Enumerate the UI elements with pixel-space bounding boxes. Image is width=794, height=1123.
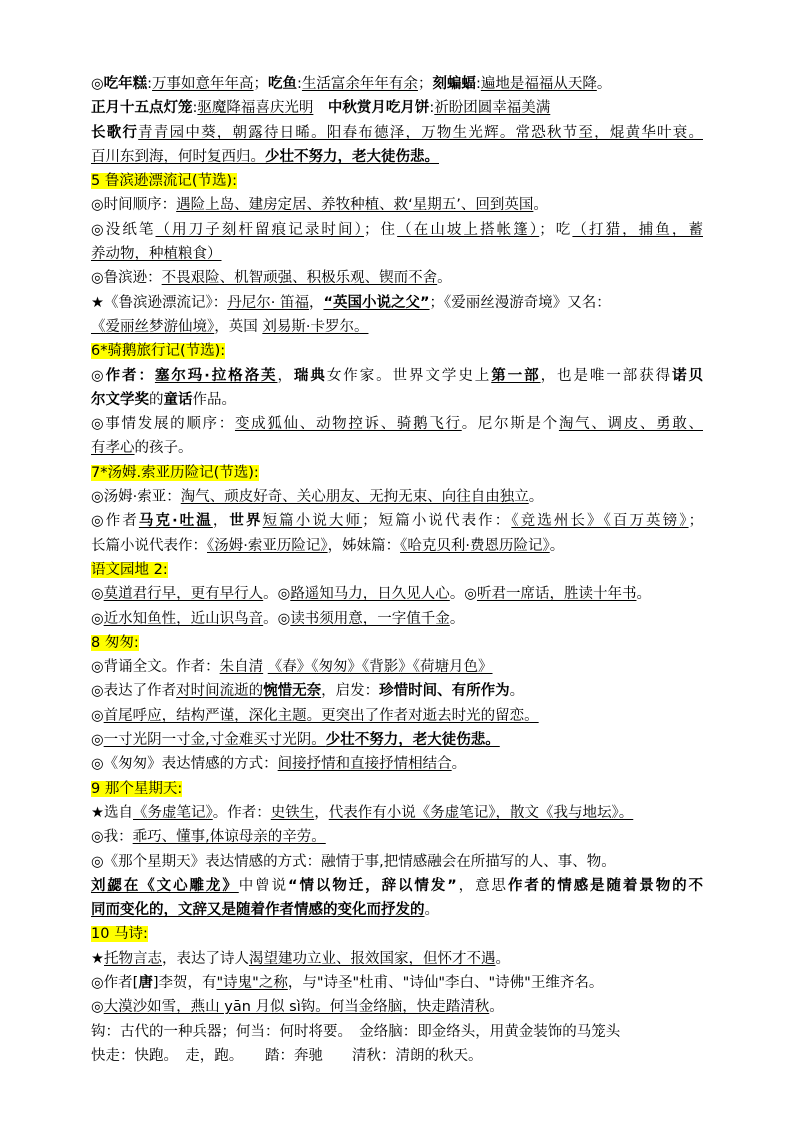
line-goose-author-2: 尔文学奖的童话作品。 bbox=[91, 391, 236, 408]
line-congcong-author: ◎背诵全文。作者：朱自清 《春》《匆匆》《背影》《荷塘月色》 bbox=[91, 659, 493, 676]
line-robinson-author-1: ★《鲁滨逊漂流记》：丹尼尔· 笛福，“英国小说之父”；《爱丽丝漫游奇境》又名： bbox=[91, 294, 611, 311]
section-heading-garden-2: 语文园地 2: bbox=[91, 561, 168, 578]
line-changgexing-2: 百川东到海，何时复西归。少壮不努力，老大徒伤悲。 bbox=[91, 148, 439, 165]
line-goose-order-1: ◎事情发展的顺序：变成狐仙、动物控诉、骑鹅飞行。尼尔斯是个淘气、调皮、勇敢、 bbox=[91, 416, 703, 433]
line-tom-author-1: ◎作者马克·吐温，世界短篇小说大师；短篇小说代表作：《竞选州长》《百万英镑》； bbox=[91, 513, 703, 530]
line-changgexing-1: 长歌行青青园中葵，朝露待日晞。阳春布德泽，万物生光辉。常恐秋节至，焜黄华叶衰。 bbox=[91, 124, 703, 141]
line-proverbs-2: ◎近水知鱼性，近山识鸟音。◎读书须用意，一字值千金。 bbox=[91, 610, 465, 627]
line-sunday-character: ◎我：乖巧、懂事,体谅母亲的辛劳。 bbox=[91, 829, 326, 846]
line-food-customs: ◎吃年糕:万事如意年年高；吃鱼:生活富余年年有余；刻蝙蝠:遍地是福福从天降。 bbox=[91, 76, 612, 92]
section-heading-goose: 6*骑鹅旅行记(节选): bbox=[91, 343, 226, 360]
line-sunday-emotion: ◎《那个星期天》表达情感的方式：融情于事,把情感融会在所描写的人、事、物。 bbox=[91, 853, 616, 870]
line-poem-author: ◎作者[唐]李贺，有"诗鬼"之称，与"诗圣"杜甫、"诗仙"李白、"诗佛"王维齐名。 bbox=[91, 974, 604, 991]
document-page bbox=[91, 72, 703, 1068]
section-heading-horse-poem: 10 马诗: bbox=[91, 926, 148, 943]
line-liuxie-2: 同而变化的，文辞又是随着作者情感的变化而抒发的。 bbox=[91, 902, 439, 919]
line-sunday-source: ★选自《务虚笔记》。作者：史铁生，代表作有小说《务虚笔记》，散文《我与地坛》。 bbox=[91, 804, 634, 821]
line-tom-author-2: 长篇小说代表作：《汤姆·索亚历险记》，姊妹篇：《哈克贝利·费恩历险记》。 bbox=[91, 537, 565, 554]
line-congcong-theme: ◎表达了作者对时间流逝的惋惜无奈，启发：珍惜时间、有所作为。 bbox=[91, 683, 525, 700]
line-robinson-living-2: 养动物，种植粮食） bbox=[91, 246, 222, 263]
line-poem-text: ◎大漠沙如雪，燕山 yān 月似 sì钩。何当金络脑，快走踏清秋。 bbox=[91, 999, 504, 1016]
line-goose-author-1: ◎作者：塞尔玛·拉格洛芙，瑞典女作家。世界文学史上第一部，也是唯一部获得诺贝 bbox=[91, 367, 703, 384]
line-poem-theme: ★托物言志，表达了诗人渴望建功立业、报效国家，但怀才不遇。 bbox=[91, 950, 510, 967]
line-poem-notes-2: 快走：快跑。 走，跑。 踏：奔驰 清秋：清朗的秋天。 bbox=[91, 1047, 483, 1064]
line-robinson-character: ◎鲁滨逊：不畏艰险、机智顽强、积极乐观、锲而不舍。 bbox=[91, 270, 452, 287]
line-festival-customs: 正月十五点灯笼:驱魔降福喜庆光明 中秋赏月吃月饼:祈盼团圆幸福美满 bbox=[91, 100, 551, 117]
section-heading-tom-sawyer: 7*汤姆.索亚历险记(节选): bbox=[91, 464, 259, 481]
line-robinson-author-2: 《爱丽丝梦游仙境》，英国 刘易斯·卡罗尔。 bbox=[91, 318, 369, 335]
section-heading-robinson: 5 鲁滨逊漂流记(节选): bbox=[91, 173, 238, 190]
line-proverbs-1: ◎莫道君行早，更有早行人。◎路遥知马力，日久见人心。◎听君一席话，胜读十年书。 bbox=[91, 586, 651, 603]
line-congcong-emotion: ◎《匆匆》表达情感的方式：间接抒情和直接抒情相结合。 bbox=[91, 756, 467, 773]
line-congcong-proverb: ◎一寸光阴一寸金,寸金难买寸光阴。少壮不努力，老大徒伤悲。 bbox=[91, 732, 500, 749]
line-tom-character: ◎汤姆·索亚：淘气、顽皮好奇、关心朋友、无拘无束、向往自由独立。 bbox=[91, 489, 544, 506]
line-robinson-order: ◎时间顺序：遇险上岛、建房定居、养牧种植、救‘星期五’、回到英国。 bbox=[91, 197, 548, 214]
line-robinson-living-1: ◎没纸笔（用刀子刻杆留痕记录时间）；住（在山坡上搭帐篷）；吃（打猎，捕鱼，蓄 bbox=[91, 221, 703, 238]
line-goose-order-2: 有孝心的孩子。 bbox=[91, 440, 193, 457]
line-liuxie-1: 刘勰在《文心雕龙》中曾说“情以物迁，辞以情发”，意思作者的情感是随着景物的不 bbox=[91, 877, 703, 894]
section-heading-sunday: 9 那个星期天: bbox=[91, 780, 183, 797]
line-poem-notes-1: 钩：古代的一种兵器；何当：何时将要。 金络脑：即金络头，用黄金装饰的马笼头 bbox=[91, 1023, 621, 1040]
section-heading-congcong: 8 匆匆: bbox=[91, 634, 139, 651]
line-congcong-structure: ◎首尾呼应，结构严谨，深化主题。更突出了作者对逝去时光的留恋。 bbox=[91, 707, 539, 724]
